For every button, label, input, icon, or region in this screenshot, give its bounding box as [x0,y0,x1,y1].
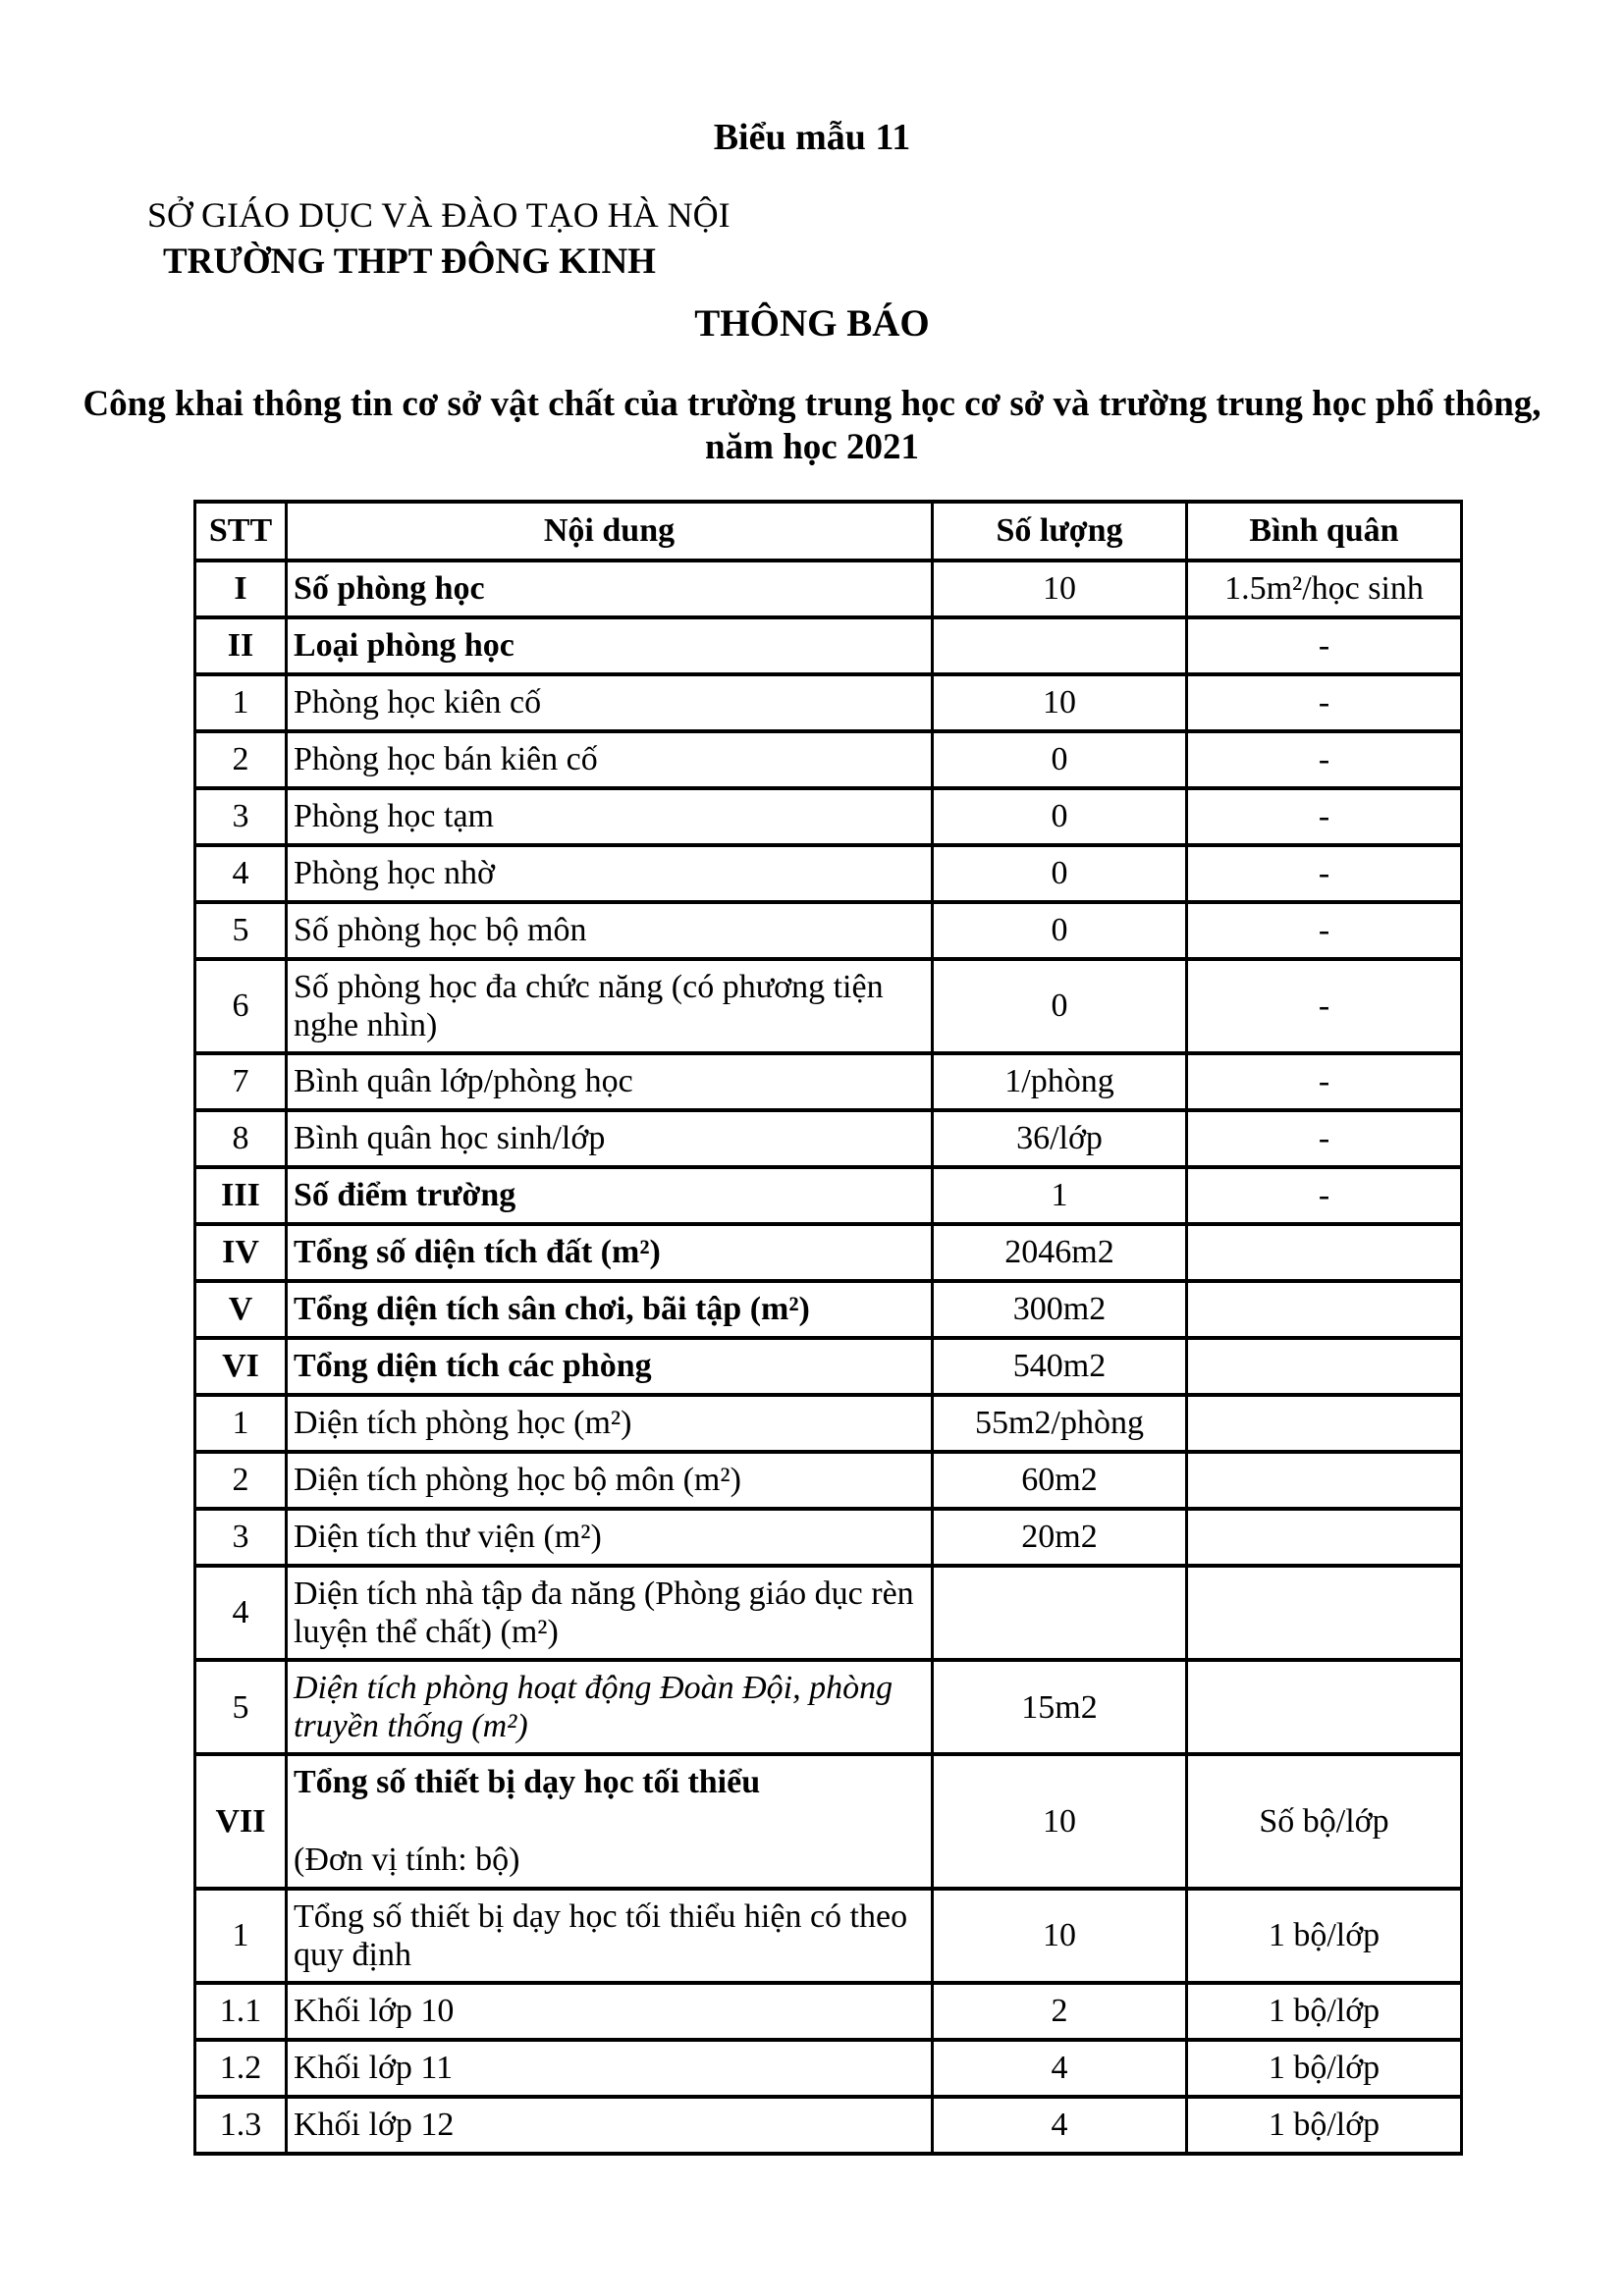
col-header-stt: STT [195,502,287,561]
average-cell [1187,1660,1462,1754]
quantity-cell: 1/phòng [933,1053,1187,1110]
quantity-cell: 540m2 [933,1338,1187,1395]
table-row [195,1224,1462,1281]
quantity-cell: 0 [933,731,1187,788]
row-label: Số phòng học [294,570,485,608]
stt-cell: 2 [195,731,287,788]
stt-cell: 4 [195,845,287,902]
quantity-cell: 0 [933,845,1187,902]
row-label: Diện tích phòng học (m²) [294,1405,632,1442]
row-label: Tổng diện tích các phòng [294,1348,652,1385]
department-name: SỞ GIÁO DỤC VÀ ĐÀO TẠO HÀ NỘI [147,194,731,235]
table-header-row [195,502,1462,561]
quantity-cell: 60m2 [933,1452,1187,1509]
stt-cell: 3 [195,788,287,845]
table-row [195,1338,1462,1395]
table-row [195,1983,1462,2040]
school-name: TRƯỜNG THPT ĐÔNG KINH [163,240,656,282]
content-cell [287,1224,933,1281]
quantity-cell: 2046m2 [933,1224,1187,1281]
row-label: Bình quân lớp/phòng học [294,1063,633,1100]
content-cell [287,902,933,959]
average-cell: 1 bộ/lớp [1187,1983,1462,2040]
quantity-cell: 1 [933,1167,1187,1224]
content-cell [287,731,933,788]
quantity-cell: 300m2 [933,1281,1187,1338]
table-row [195,561,1462,617]
stt-cell: 6 [195,959,287,1053]
row-label: Số phòng học bộ môn [294,912,587,949]
table-row [195,1167,1462,1224]
stt-cell: 3 [195,1509,287,1566]
average-cell: 1 bộ/lớp [1187,1889,1462,1983]
quantity-cell: 0 [933,788,1187,845]
document-subtitle: Công khai thông tin cơ sở vật chất của trường trung học cơ sở và trường trung học phổ thông, năm học 2021 [82,383,1542,468]
average-cell [1187,1395,1462,1452]
table-row [195,1452,1462,1509]
table-row [195,959,1462,1053]
stt-cell: IV [195,1224,287,1281]
stt-cell: II [195,617,287,674]
col-header-so-luong: Số lượng [933,502,1187,561]
stt-cell: 5 [195,1660,287,1754]
average-cell: - [1187,1110,1462,1167]
row-label: Phòng học bán kiên cố [294,741,598,778]
content-cell [287,1281,933,1338]
average-cell: - [1187,788,1462,845]
content-cell [287,617,933,674]
row-label: Tổng số thiết bị dạy học tối thiểu [294,1764,761,1801]
facilities-table [193,500,1463,2156]
row-label: Số phòng học đa chức năng (có phương tiện nghe nhìn) [294,968,884,1043]
row-label: Tổng số diện tích đất (m²) [294,1234,661,1271]
quantity-cell: 15m2 [933,1660,1187,1754]
average-cell: 1 bộ/lớp [1187,2040,1462,2097]
row-label: Diện tích nhà tập đa năng (Phòng giáo dục rèn luyện thể chất) (m²) [294,1575,914,1651]
table-row [195,845,1462,902]
row-label: Diện tích phòng hoạt động Đoàn Đội, phòng truyền thống (m²) [294,1670,893,1745]
content-cell [287,1452,933,1509]
content-cell [287,1754,933,1888]
row-label: Diện tích phòng học bộ môn (m²) [294,1462,741,1499]
row-label: Phòng học kiên cố [294,684,542,721]
average-cell: - [1187,731,1462,788]
table-row [195,1395,1462,1452]
content-cell [287,788,933,845]
stt-cell: VI [195,1338,287,1395]
quantity-cell: 0 [933,959,1187,1053]
quantity-cell: 36/lớp [933,1110,1187,1167]
content-cell [287,674,933,731]
content-cell [287,1338,933,1395]
content-cell [287,1566,933,1660]
stt-cell: I [195,561,287,617]
stt-cell: 7 [195,1053,287,1110]
notice-title: THÔNG BÁO [694,302,930,346]
quantity-cell [933,617,1187,674]
quantity-cell: 4 [933,2097,1187,2154]
content-cell [287,1395,933,1452]
stt-cell: 1 [195,1889,287,1983]
average-cell: Số bộ/lớp [1187,1754,1462,1888]
average-cell: - [1187,959,1462,1053]
content-cell [287,1889,933,1983]
row-label: Bình quân học sinh/lớp [294,1120,606,1157]
average-cell [1187,1566,1462,1660]
table-row [195,1566,1462,1660]
stt-cell: 1.1 [195,1983,287,2040]
quantity-cell: 10 [933,561,1187,617]
content-cell [287,1110,933,1167]
quantity-cell: 10 [933,1889,1187,1983]
stt-cell: 5 [195,902,287,959]
table-row [195,731,1462,788]
quantity-cell: 55m2/phòng [933,1395,1187,1452]
stt-cell: III [195,1167,287,1224]
average-cell [1187,1224,1462,1281]
table-row [195,1889,1462,1983]
table-row [195,2097,1462,2154]
content-cell [287,2097,933,2154]
table-row [195,1509,1462,1566]
row-label: Khối lớp 11 [294,2050,454,2087]
table-row [195,902,1462,959]
stt-cell: VII [195,1754,287,1888]
stt-cell: 1 [195,674,287,731]
table-row [195,1053,1462,1110]
content-cell [287,1167,933,1224]
table-row [195,1281,1462,1338]
content-cell [287,959,933,1053]
content-cell [287,1660,933,1754]
stt-cell: 2 [195,1452,287,1509]
average-cell: - [1187,617,1462,674]
stt-cell: V [195,1281,287,1338]
form-number: Biểu mẫu 11 [713,117,911,158]
quantity-cell: 0 [933,902,1187,959]
quantity-cell: 20m2 [933,1509,1187,1566]
table-row [195,788,1462,845]
row-label: Loại phòng học [294,627,514,665]
row-label: Tổng số thiết bị dạy học tối thiểu hiện có theo quy định [294,1897,908,1973]
average-cell: 1.5m²/học sinh [1187,561,1462,617]
quantity-cell: 10 [933,1754,1187,1888]
quantity-cell: 10 [933,674,1187,731]
table-row [195,617,1462,674]
content-cell [287,1053,933,1110]
quantity-cell [933,1566,1187,1660]
table-row [195,674,1462,731]
content-cell [287,845,933,902]
stt-cell: 1 [195,1395,287,1452]
content-cell [287,561,933,617]
stt-cell: 1.3 [195,2097,287,2154]
average-cell: 1 bộ/lớp [1187,2097,1462,2154]
row-label: Diện tích thư viện (m²) [294,1519,602,1556]
row-label: Số điểm trường [294,1177,516,1214]
average-cell: - [1187,674,1462,731]
quantity-cell: 2 [933,1983,1187,2040]
stt-cell: 1.2 [195,2040,287,2097]
average-cell: - [1187,1053,1462,1110]
row-label: Khối lớp 10 [294,1993,455,2030]
stt-cell: 8 [195,1110,287,1167]
row-sublabel: (Đơn vị tính: bộ) [294,1842,520,1879]
col-header-noi-dung: Nội dung [287,502,933,561]
average-cell [1187,1281,1462,1338]
row-label: Tổng diện tích sân chơi, bãi tập (m²) [294,1291,810,1328]
average-cell [1187,1452,1462,1509]
row-label: Phòng học nhờ [294,855,495,892]
quantity-cell: 4 [933,2040,1187,2097]
col-header-binh-quan: Bình quân [1187,502,1462,561]
content-cell [287,1509,933,1566]
content-cell [287,2040,933,2097]
table-row [195,1754,1462,1888]
table-row [195,1660,1462,1754]
average-cell [1187,1509,1462,1566]
table-row [195,1110,1462,1167]
average-cell: - [1187,902,1462,959]
table-row [195,2040,1462,2097]
average-cell: - [1187,1167,1462,1224]
average-cell [1187,1338,1462,1395]
stt-cell: 4 [195,1566,287,1660]
row-label: Khối lớp 12 [294,2107,455,2144]
content-cell [287,1983,933,2040]
average-cell: - [1187,845,1462,902]
row-label: Phòng học tạm [294,798,494,835]
